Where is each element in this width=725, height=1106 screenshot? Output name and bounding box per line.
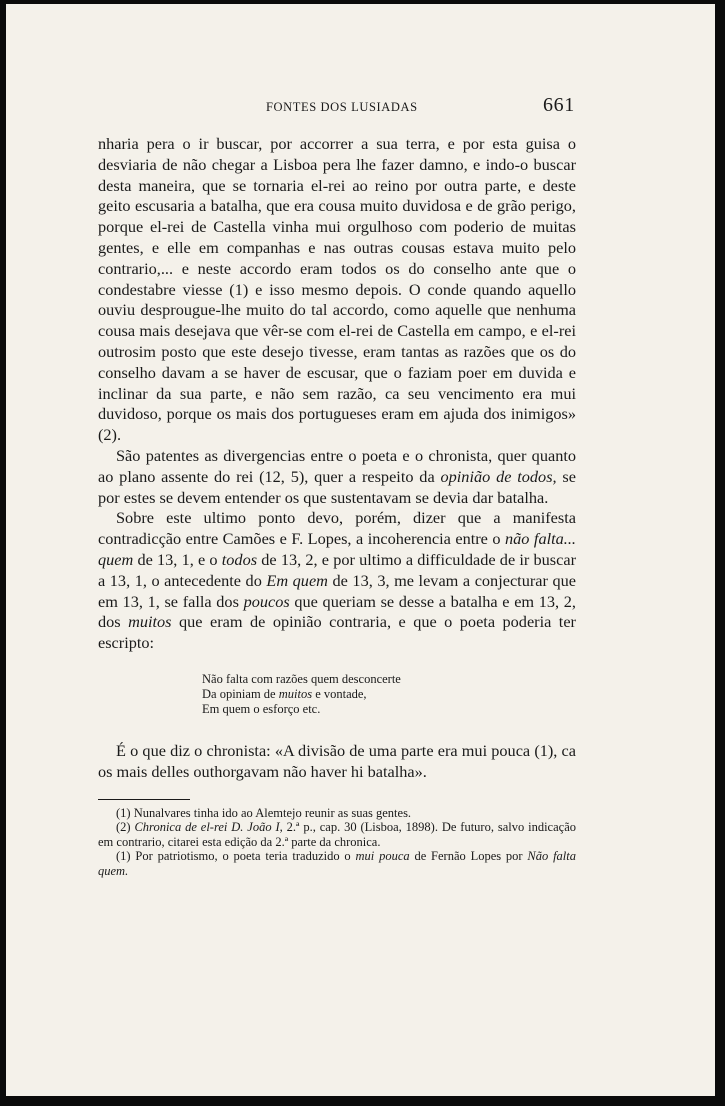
footnote [98,820,576,849]
running-title: FONTES DOS LUSIADAS [266,100,418,114]
paragraph-chronicle-quote: nharia pera o ir buscar, por accorrer a sua terra, e por esta guisa o desviaria de não chegar a Lisboa pera lhe fazer damno, e indo-o buscar desta maneira, que se tornaria el-rei ao reino por outra parte, e deste geito escusaria a batalha, que era cousa muito duvidosa e de grão perigo, porque el-rei de Castella vinha mui orgulhoso com poderio de muitas gentes, e elle em companhas e nas outras cousas estava muito pelo contrario,... e neste accordo eram todos os do conselho ante que o condestabre viesse (1) e isso mesmo depois. O conde quando aquello ouviu desprougue-lhe muito do tal accordo, como aquelle que nenhuma cousa mais desejava que vêr-se com el-rei de Castella em campo, e el-rei outrosim posto que este desejo tivesse, eram tantas as razões que os do conselho davam a se haver de escusar, que o faziam poer em duvida e inclinar da sua parte, e não sem razão, ca seu vencimento era mui duvidoso, porque os mais dos portugueses eram em ajuda dos inimigos» (2). [98,134,576,445]
text-run: São patentes as divergencias entre o poeta e o chronista, quer quanto ao plano assente do rei (12, 5), quer a respeito da [98,445,576,486]
italic-run: Em quem [266,570,328,590]
paragraph-contradiction [98,508,576,654]
footnote: (1) Nunalvares tinha ido ao Alemtejo reunir as suas gentes. [116,805,412,820]
verse-line [202,687,576,702]
text-run: e vontade, [312,686,367,701]
text-run: (1) Por patriotismo, o poeta teria traduzido o [116,849,356,864]
verse-line: Não falta com razões quem desconcerte [202,671,401,686]
italic-run: Não falta quem. [98,849,576,878]
page-number: 661 [543,94,575,116]
footnote-divider [98,799,190,800]
text-run: Da opiniam de [202,686,279,701]
italic-run: mui pouca [355,849,410,864]
paragraph-divergences [98,446,576,508]
text-run: que eram de opinião contraria, e que o poeta poderia ter escripto: [98,612,576,653]
footnote [98,849,576,878]
text-run: de Fernão Lopes por [409,849,528,864]
main-text [98,134,576,878]
italic-run: muitos [278,686,313,701]
italic-run: poucos [243,591,290,611]
verse-line: Em quem o esforço etc. [202,701,321,716]
text-run: de 13, 1, e o [133,549,222,569]
text-run: de 13, 2, e por ultimo a difficuldade de ir buscar a 13, 1, o antecedente do [98,549,577,590]
text-run: de 13, 3, me levam a conjecturar que em 13, 1, se falla dos [98,570,576,611]
italic-run: Chronica de el-rei D. João I, [134,820,283,835]
italic-run: opinião de todos, [440,466,557,486]
text-run: 2.ª p., cap. 30 (Lisboa, 1898). De futuro, salvo indicação em contrario, citarei esta edição da 2.ª parte da chronica. [98,820,577,849]
italic-run: não falta... quem [98,529,576,569]
paragraph-chronicler: É o que diz o chronista: «A divisão de uma parte era mui pouca (1), ca os mais delles outhorgavam não haver hi batalha». [98,740,576,781]
verse-quote [202,672,576,717]
book-page [6,4,715,1096]
text-run: Sobre este ultimo ponto devo, porém, dizer que a manifesta contradicção entre Camões e F. Lopes, a incoherencia entre o [98,508,576,549]
italic-run: todos [221,549,258,569]
footnotes [98,806,576,879]
italic-run: muitos [128,612,172,632]
text-run: que queriam se desse a batalha e em 13, 2, dos [98,591,576,632]
text-run: (2) [116,820,135,835]
text-run: se por estes se devem entender os que sustentavam se devia dar batalha. [98,466,576,507]
